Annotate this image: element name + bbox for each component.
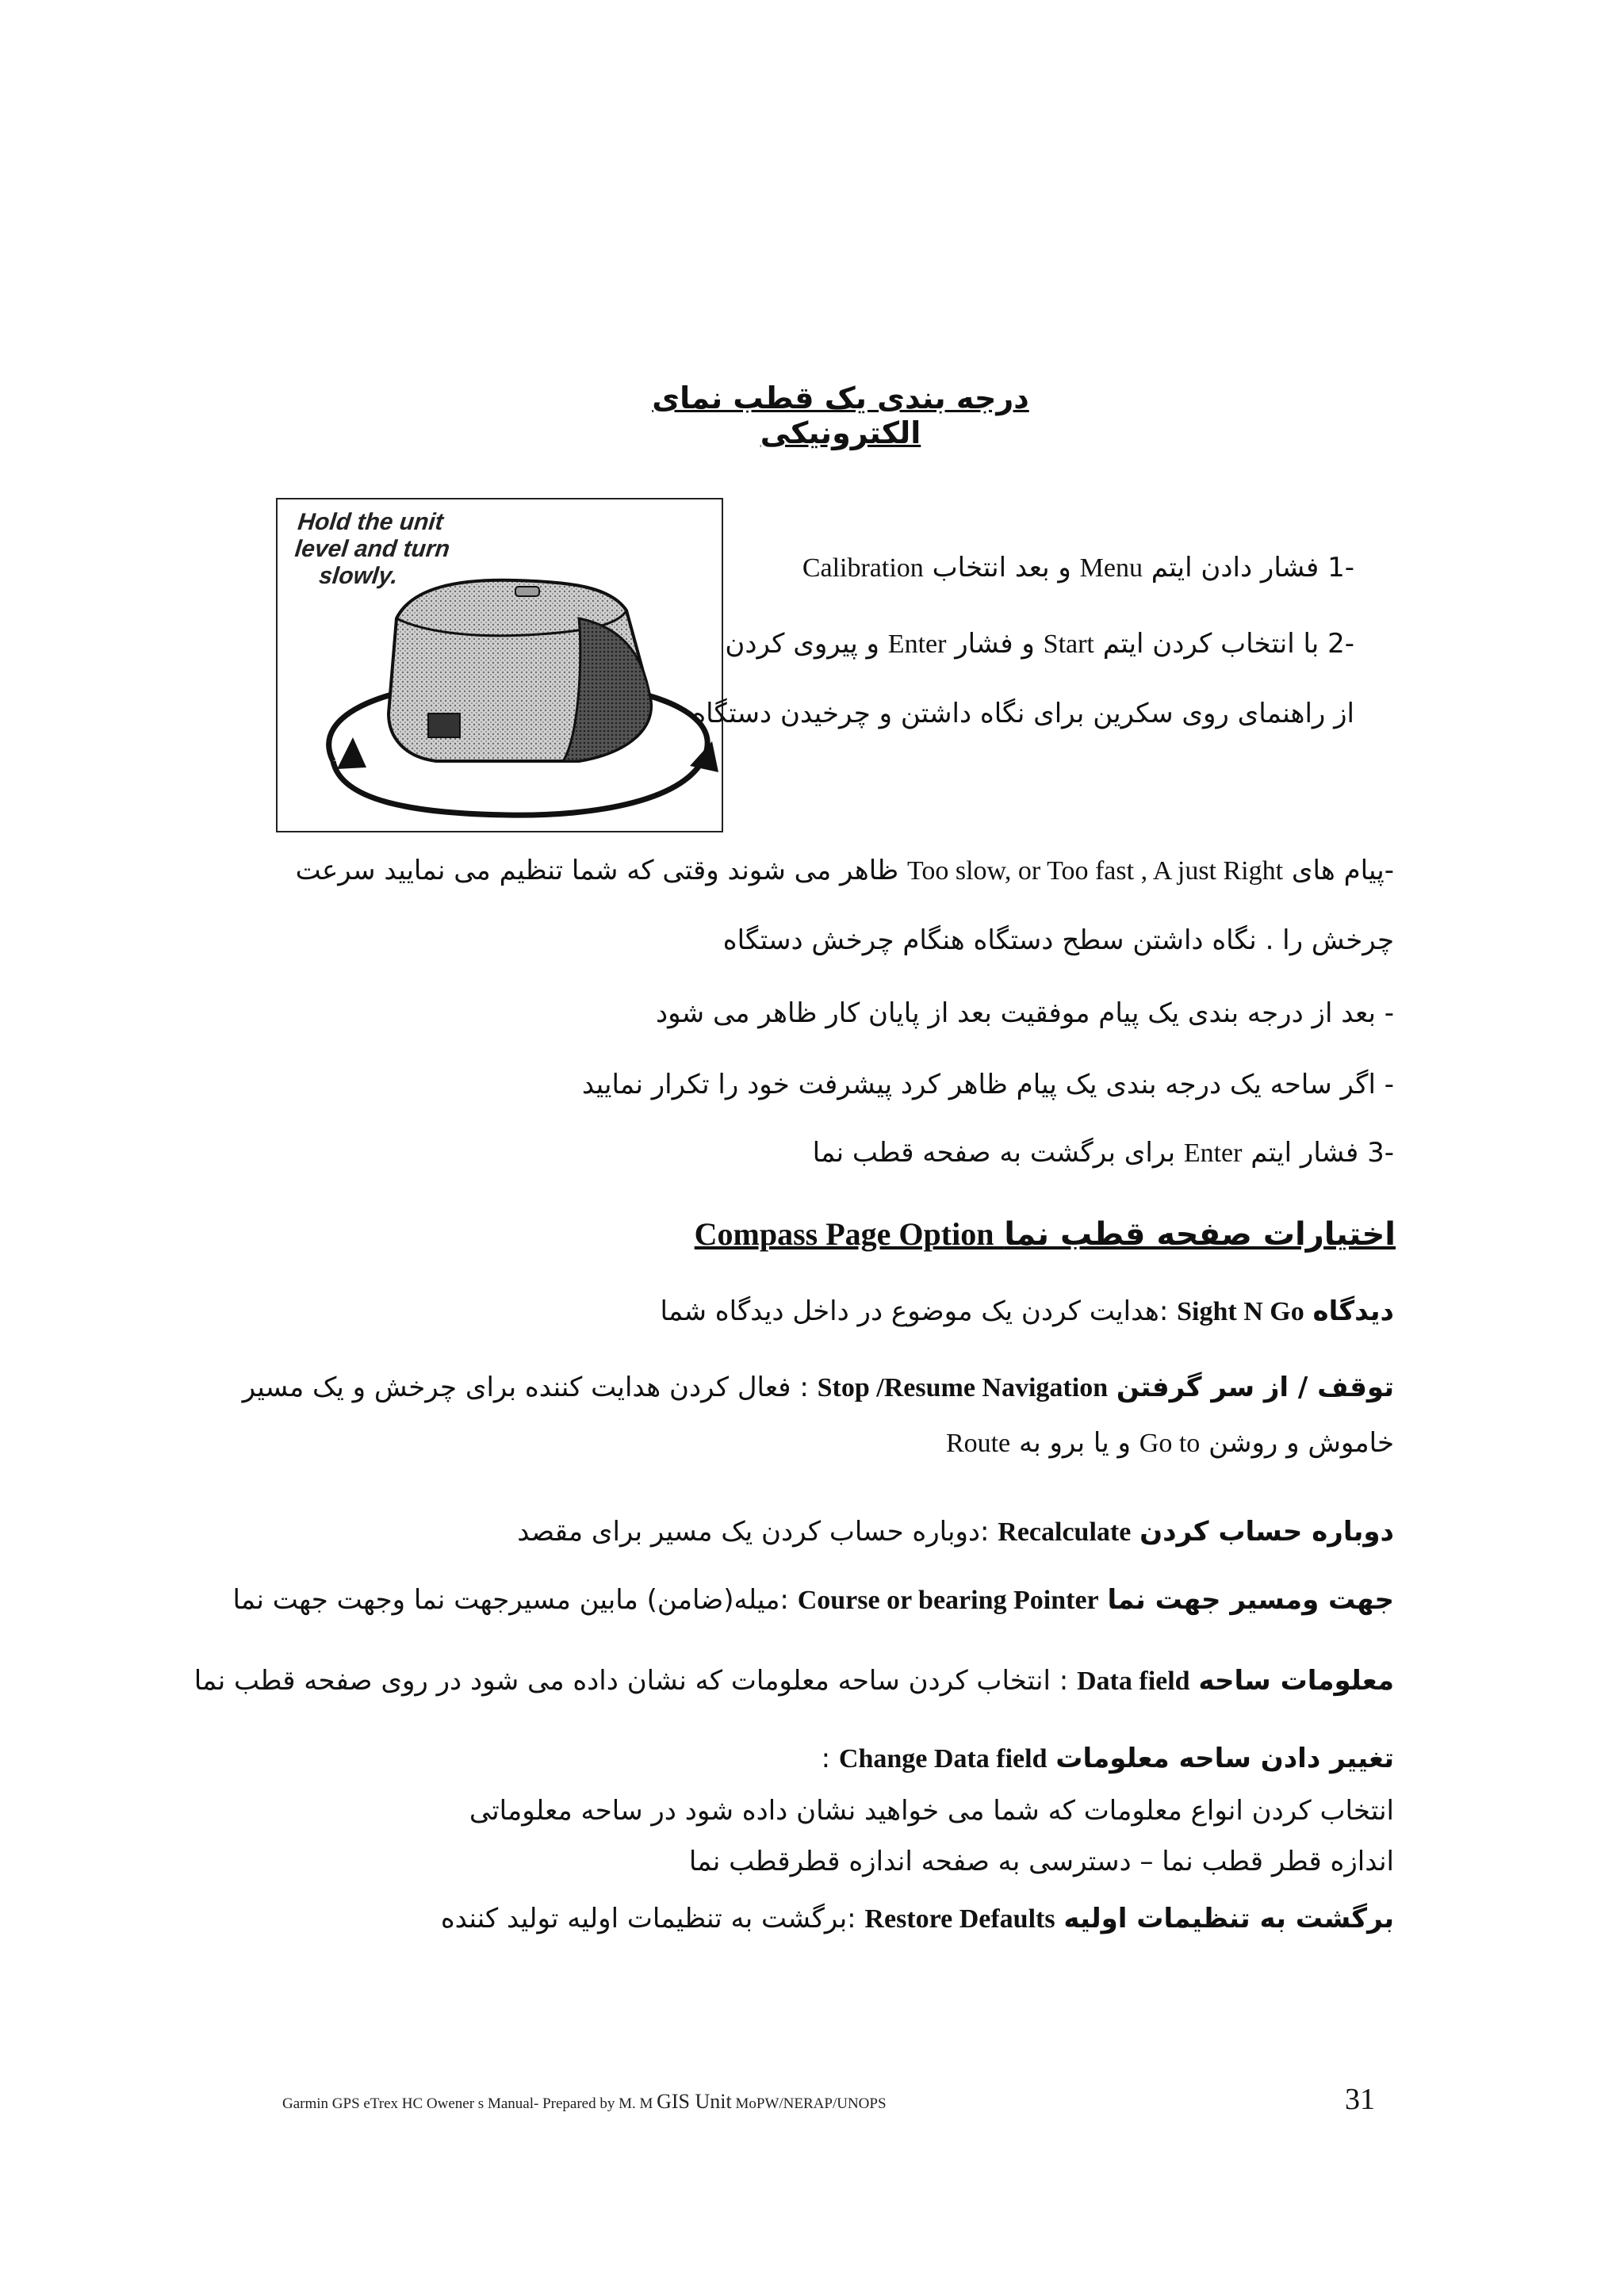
step-2: -2 با انتخاب کردن ایتم Start و فشار Enter و پیروی کردن	[725, 628, 1354, 660]
step-1: -1 فشار دادن ایتم Menu و بعد انتخاب Calibration	[802, 552, 1354, 584]
option-course-pointer: جهت ومسیر جهت نما Course or bearing Pointer :میله(ضامن) مابین مسیرجهت نما وجهت جهت نما	[232, 1584, 1394, 1616]
option-stop-resume-continued: Route و یا برو به Go to خاموش و روشن	[945, 1427, 1394, 1459]
section-title: اختیارات صفحه قطب نما Compass Page Option	[694, 1216, 1396, 1253]
option-change-data-field-detail-1: انتخاب کردن انواع معلومات که شما می خواهید نشان داده شود در ساحه معلوماتی	[469, 1795, 1394, 1827]
calibration-messages: -پیام های Too slow, or Too fast , A just Right ظاهر می شوند وقتی که شما تنظیم می نمایید سرعت	[295, 855, 1394, 886]
page-number: 31	[1345, 2083, 1375, 2116]
calibration-figure	[276, 498, 723, 832]
success-note: - بعد از درجه بندی یک پیام موفقیت بعد از پایان کار ظاهر می شود	[655, 997, 1394, 1029]
failure-note: - اگر ساحه یک درجه بندی یک پیام ظاهر کرد پیشرفت خود را تکرار نمایید	[581, 1069, 1394, 1100]
option-stop-resume: توقف / از سر گرفتن Stop /Resume Navigation : فعال کردن هدایت کننده برای چرخش و یک مسیر	[242, 1372, 1394, 1403]
option-data-field: معلومات ساحه Data field : انتخاب کردن ساحه معلومات که نشان داده می شود در روی صفحه قطب نما	[193, 1665, 1394, 1697]
page-title: درجه بندی یک قطب نمای الکترونیکی	[652, 381, 1029, 450]
figure-caption-line-3: slowly.	[317, 563, 400, 589]
option-restore-defaults: برگشت به تنظیمات اولیه Restore Defaults :برگشت به تنظیمات اولیه تولید کننده	[440, 1903, 1394, 1934]
page-footer: Garmin GPS eTrex HC Owener s Manual- Prepared by M. M GIS Unit MoPW/NERAP/UNOPS	[282, 2090, 887, 2113]
option-recalculate: دوباره حساب کردن Recalculate :دوباره حساب کردن یک مسیر برای مقصد	[517, 1516, 1394, 1548]
option-change-data-field-detail-2: اندازه قطر قطب نما – دسترسی به صفحه اندازه قطرقطب نما	[688, 1846, 1394, 1877]
step-3: -3 فشار ایتم Enter برای برگشت به صفحه قطب نما	[812, 1137, 1394, 1169]
step-2-continued: از راهنمای روی سکرین برای نگاه داشتن و چرخیدن دستگاه	[691, 698, 1354, 729]
gps-device-illustration	[278, 499, 722, 831]
calibration-messages-continued: چرخش را . نگاه داشتن سطح دستگاه هنگام چرخش دستگاه	[722, 924, 1394, 956]
figure-caption-line-1: Hold the unit	[296, 509, 445, 535]
figure-caption-line-2: level and turn	[293, 536, 451, 562]
option-change-data-field: تغییر دادن ساحه معلومات Change Data field :	[821, 1743, 1394, 1774]
option-sight-n-go: دیدگاه Sight N Go :هدایت کردن یک موضوع در داخل دیدگاه شما	[660, 1295, 1394, 1327]
